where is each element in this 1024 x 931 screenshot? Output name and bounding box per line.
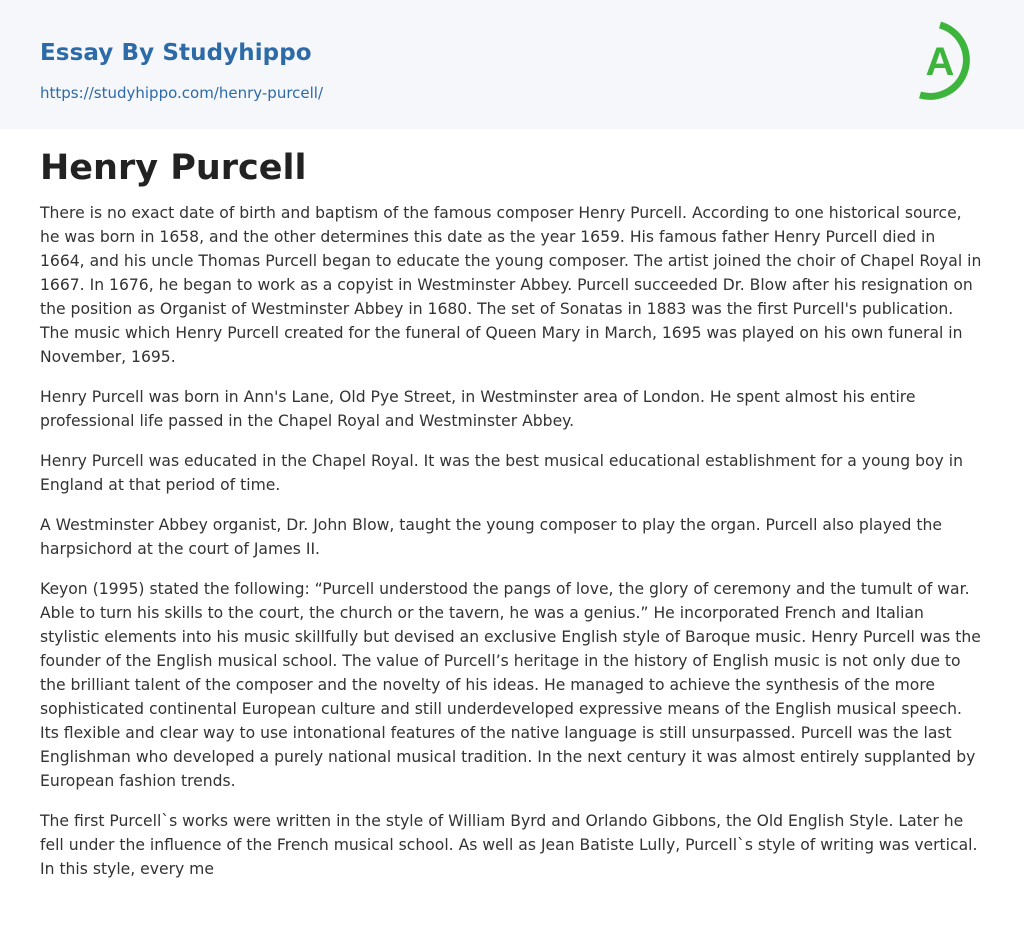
site-header (0, 0, 1024, 129)
essay-paragraph: Keyon (1995) stated the following: “Purcell understood the pangs of love, the glory of ceremony and the tumult of war. Able to turn his skills to the court, the church or the tavern, he was a genius.” He incorporated French and Italian stylistic elements into his music skillfully but devised an exclusive English style of Baroque music. Henry Purcell was the founder of the English musical school. The value of Purcell’s heritage in the history of English music is not only due to the brilliant talent of the composer and the novelty of his ideas. He managed to achieve the synthesis of the more sophisticated continental European culture and still underdeveloped expressive means of the English musical speech. Its flexible and clear way to use intonational features of the native language is still unsurpassed. Purcell was the last Englishman who developed a purely national musical tradition. In the next century it was almost entirely supplanted by European fashion trends. (40, 580, 981, 790)
essay-paragraph: There is no exact date of birth and baptism of the famous composer Henry Purcell. According to one historical source, he was born in 1658, and the other determines this date as the year 1659. His famous father Henry Purcell died in 1664, and his uncle Thomas Purcell began to educate the young composer. The artist joined the choir of Chapel Royal in 1667. In 1676, he began to work as a copyist in Westminster Abbey. Purcell succeeded Dr. Blow after his resignation on the position as Organist of Westminster Abbey in 1680. The set of Sonatas in 1883 was the first Purcell's publication. The music which Henry Purcell created for the funeral of Queen Mary in March, 1695 was played on his own funeral in November, 1695. (40, 204, 982, 366)
essay-paragraph: Henry Purcell was educated in the Chapel Royal. It was the best musical educational establishment for a young boy in England at that period of time. (40, 452, 963, 494)
essay-paragraph: Henry Purcell was born in Ann's Lane, Old Pye Street, in Westminster area of London. He spent almost his entire professional life passed in the Chapel Royal and Westminster Abbey. (40, 388, 916, 430)
studyhippo-logo-icon[interactable] (912, 19, 986, 105)
essay-paragraph: A Westminster Abbey organist, Dr. John Blow, taught the young composer to play the organ. Purcell also played the harpsichord at the court of James II. (40, 516, 942, 558)
essay-paragraph: The first Purcell`s works were written in the style of William Byrd and Orlando Gibbons, the Old English Style. Later he fell under the influence of the French musical school. As well as Jean Batiste Lully, Purcell`s style of writing was vertical. In this style, every me (40, 812, 978, 878)
essay-url-link[interactable]: https://studyhippo.com/henry-purcell/ (40, 84, 324, 102)
site-title: Essay By Studyhippo (40, 40, 312, 66)
essay-content (0, 129, 1024, 881)
page-title: Henry Purcell (40, 148, 307, 188)
logo-letter: A (925, 40, 955, 84)
